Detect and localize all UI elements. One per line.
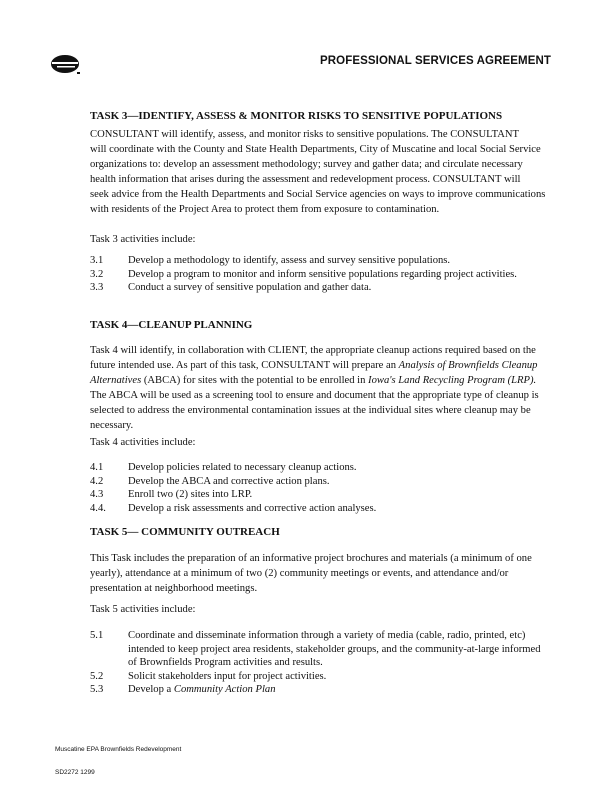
text-line: This Task includes the preparation of an informative project brochures and materials (a minimum of one bbox=[90, 553, 532, 564]
task3-activities-intro: Task 3 activities include: bbox=[90, 234, 196, 245]
task4-paragraph bbox=[90, 343, 539, 433]
text-line: will coordinate with the County and State Health Departments, City of Muscatine and local Social Service bbox=[90, 144, 541, 155]
document-title: PROFESSIONAL SERVICES AGREEMENT bbox=[320, 55, 552, 67]
text-line: health information that arises during the assessment and redevelopment process. CONSULTANT will bbox=[90, 174, 521, 185]
text-line: necessary. bbox=[90, 420, 134, 431]
text-line: Alternatives (ABCA) for sites with the potential to be enrolled in Iowa's Land Recycling Program (LRP). bbox=[90, 375, 537, 386]
text-line: CONSULTANT will identify, assess, and monitor risks to sensitive populations. The CONSULTANT bbox=[90, 129, 520, 140]
task5-activities-intro: Task 5 activities include: bbox=[90, 604, 196, 615]
text-line: selected to address the environmental contamination issues at the individual sites where cleanup may be bbox=[90, 405, 531, 416]
text-line: Task 4 will identify, in collaboration with CLIENT, the appropriate cleanup actions required based on the bbox=[90, 345, 536, 356]
text-line: future intended use. As part of this task, CONSULTANT will prepare an Analysis of Brownfields Cleanup bbox=[90, 360, 538, 371]
text-line: The ABCA will be used as a screening tool to ensure and document that the appropriate type of cleanup is bbox=[90, 390, 539, 401]
footer-project-name: Muscatine EPA Brownfields Redevelopment bbox=[55, 746, 182, 753]
task4-heading: TASK 4—CLEANUP PLANNING bbox=[90, 319, 253, 331]
text-line: yearly), attendance at a minimum of two (2) community meetings or events, and attendance and/or bbox=[90, 568, 509, 579]
task4-activities-intro: Task 4 activities include: bbox=[90, 437, 196, 448]
task3-paragraph bbox=[90, 127, 545, 217]
footer-document-code: SD2272 1299 bbox=[55, 769, 95, 776]
company-logo bbox=[49, 53, 83, 77]
text-line: presentation at neighborhood meetings. bbox=[90, 583, 258, 594]
text-line: with residents of the Project Area to protect them from exposure to contamination. bbox=[90, 204, 440, 215]
text-line: organizations to: develop an assessment methodology; survey and gather data; and circulate necessary bbox=[90, 159, 523, 170]
task5-paragraph bbox=[90, 551, 532, 596]
text-line: seek advice from the Health Departments and Social Service agencies on ways to improve communications bbox=[90, 189, 546, 200]
task5-heading: TASK 5— COMMUNITY OUTREACH bbox=[90, 526, 280, 538]
task3-heading: TASK 3—IDENTIFY, ASSESS & MONITOR RISKS TO SENSITIVE POPULATIONS bbox=[90, 110, 503, 122]
